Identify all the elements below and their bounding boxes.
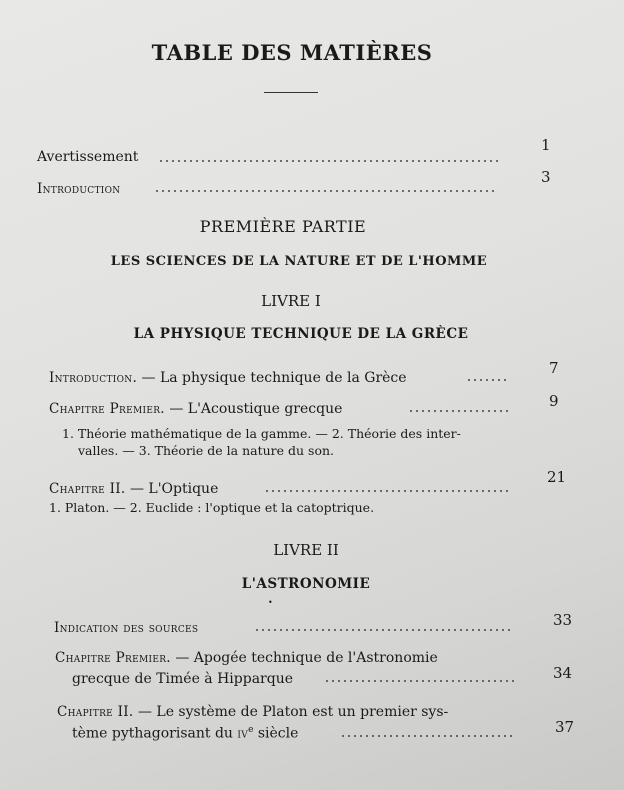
page-number: 33	[553, 611, 573, 629]
print-mark: •	[268, 598, 273, 607]
leader-dots	[264, 490, 508, 492]
page-title: TABLE DES MATIÈRES	[151, 40, 433, 65]
page-number: 37	[555, 718, 575, 736]
entry-label: Chapitre II.	[57, 704, 134, 720]
page-number: 3	[541, 168, 551, 186]
toc-entry-sources: Indication des sources	[54, 620, 199, 636]
toc-entry-platon	[57, 704, 448, 720]
book-heading: LIVRE II	[273, 541, 339, 559]
page-number: 7	[549, 359, 559, 377]
leader-dots	[158, 160, 498, 162]
entry-text: — La physique technique de la Grèce	[141, 370, 407, 386]
entry-text: tème pythagorisant du	[72, 725, 238, 742]
entry-text: siècle	[253, 725, 299, 742]
toc-entry-optique	[49, 481, 218, 497]
toc-entry-apogee	[55, 650, 438, 666]
page-number: 34	[553, 664, 573, 682]
page-number: 21	[547, 468, 567, 486]
entry-text: — L'Optique	[129, 481, 219, 497]
toc-entry-acoustique	[49, 401, 342, 417]
title-rule	[264, 92, 318, 93]
leader-dots	[324, 680, 514, 682]
entry-label: Introduction.	[49, 370, 138, 386]
book-title: L'ASTRONOMIE	[241, 576, 371, 592]
entry-text-continued: grecque de Timée à Hipparque	[72, 671, 294, 687]
chapter-subtopics: valles. — 3. Théorie de la nature du son.	[78, 443, 335, 458]
century-numeral: iv	[237, 725, 249, 742]
entry-text: — L'Acoustique grecque	[169, 401, 343, 417]
book-title: LA PHYSIQUE TECHNIQUE DE LA GRÈCE	[133, 326, 469, 342]
page-number: 9	[549, 392, 559, 410]
entry-label: Chapitre Premier.	[55, 650, 171, 666]
entry-text-continued	[72, 725, 298, 742]
superscript: e	[248, 725, 254, 735]
page-number: 1	[541, 136, 551, 154]
chapter-subtopics: 1. Platon. — 2. Euclide : l'optique et la catoptrique.	[49, 500, 375, 515]
entry-text: — Le système de Platon est un premier sys-	[137, 704, 449, 720]
chapter-subtopics: 1. Théorie mathématique de la gamme. — 2. Théorie des inter-	[62, 426, 461, 441]
leader-dots	[466, 379, 508, 381]
part-heading: PREMIÈRE PARTIE	[199, 217, 367, 236]
toc-entry-introduction: Introduction	[37, 181, 121, 197]
entry-text: — Apogée technique de l'Astronomie	[175, 650, 438, 666]
entry-label: Chapitre Premier.	[49, 401, 165, 417]
entry-label: Chapitre II.	[49, 481, 126, 497]
part-title: LES SCIENCES DE LA NATURE ET DE L'HOMME	[110, 254, 488, 269]
leader-dots	[154, 190, 498, 192]
book-heading: LIVRE I	[261, 292, 321, 310]
toc-entry-introduction-livre1	[49, 370, 407, 386]
leader-dots	[408, 410, 508, 412]
leader-dots	[254, 629, 512, 631]
toc-entry-avertissement: Avertissement	[37, 149, 139, 165]
leader-dots	[340, 735, 516, 737]
